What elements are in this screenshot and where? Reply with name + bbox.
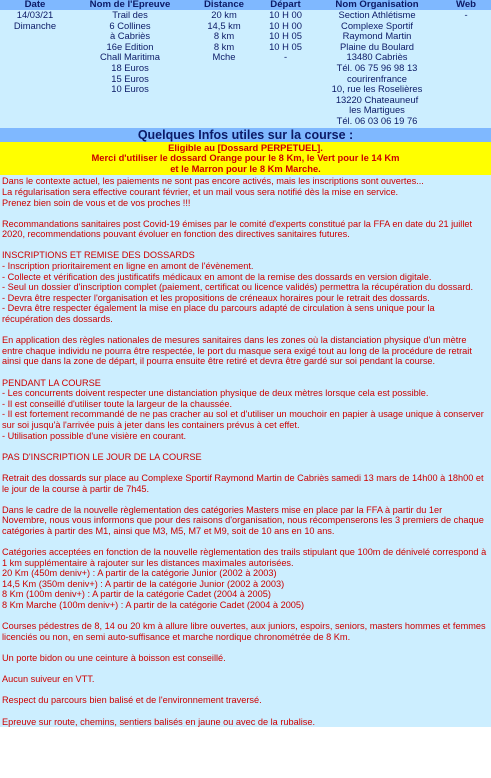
info-paragraph: Aucun suiveur en VTT. xyxy=(2,674,95,685)
eligible-banner xyxy=(0,142,491,176)
event-date: 14/03/21 Dimanche xyxy=(0,10,70,127)
info-paragraph: Catégories acceptées en fonction de la nouvelle règlementation des trails stipulant que 100m de dénivelé correspond à 1 km supplémentaire à rajouter sur les distances maximales autorisées. 20 Km (450m deniv+) : A partir de la catégorie Junior (2002 à 2003) 14,5 Km (350m deniv+) : A partir de la catégorie Junior (2002 à 2003) 8 Km (100m deniv+) : A partir de la catégorie Cadet (2004 à 2005) 8 Km Marche (100m deniv+) : A partir de la catégorie Cadet (2004 à 2005) xyxy=(2,547,487,611)
info-paragraph: En application des règles nationales de mesures sanitaires dans les zones où la distanciation physique d'un mètre entre chaque individu ne pourra être respectée, le port du masque sera exigé tout au long de la procédure de retrait ainsi que dans la zone de départ, il pourra ensuite être retiré et devra être gardé sur soi pendant la course. xyxy=(2,335,472,367)
info-paragraph: PENDANT LA COURSE - Les concurrents doivent respecter une distanciation physique de deux mètres lorsque cela est possible. - Il est conseillé d'utiliser toute la largeur de la chaussée. - Il est fortement recommandé de ne pas cracher au sol et d'utiliser un mouchoir en papier à usage unique à conserver sur soi jusqu'à l'arrivée puis à jeter dans les containers prévus à cet effet. - Utilisation possible d'une visière en courant. xyxy=(2,377,484,441)
infos-title: Quelques Infos utiles sur la course : xyxy=(0,128,491,142)
eligible-line: Eligible au [Dossard PERPETUEL]. xyxy=(168,141,323,153)
event-name: Trail des 6 Collines à Cabriès 16e Edition Chall Maritima 18 Euros 15 Euros 10 Euros xyxy=(70,10,190,127)
col-header-date: Date xyxy=(0,0,70,10)
course-info-text xyxy=(0,175,491,727)
col-header-name: Nom de l'Epreuve xyxy=(70,0,190,10)
info-paragraph: Recommandations sanitaires post Covid-19 émises par le comité d'experts constitué par la FFA en date du 21 juillet 2020, recommendations pouvant évoluer en fonction des directives sanitaires futures. xyxy=(2,218,473,240)
eligible-line: et le Marron pour le 8 Km Marche. xyxy=(170,162,321,174)
event-organisation: Section Athlétisme Complexe Sportif Raymond Martin Plaine du Boulard 13480 Cabriès Tél. 06 75 96 98 13 courirenfrance 10, rue les Roselières 13220 Chateauneuf les Martigues Tél. 06 03 06 19 76 xyxy=(313,10,441,127)
info-paragraph: Dans le cadre de la nouvelle règlementation des catégories Masters mise en place par la FFA à partir du 1er Novembre, nous vous informons que pour des raisons d'organisation, nous récompenserons les 3 premiers de chaque catégories à partir des M1, ainsi que M3, M5, M7 et M9, soit de 10 ans en 10 ans. xyxy=(2,504,484,536)
eligible-line: Merci d'utiliser le dossard Orange pour le 8 Km, le Vert pour le 14 Km xyxy=(91,152,400,164)
event-depart: 10 H 00 10 H 00 10 H 05 10 H 05 - xyxy=(258,10,313,127)
info-paragraph: Respect du parcours bien balisé et de l'environnement traversé. xyxy=(2,695,262,706)
col-header-organisation: Nom Organisation xyxy=(313,0,441,10)
col-header-web: Web xyxy=(441,0,491,10)
event-distance: 20 km 14,5 km 8 km 8 km Mche xyxy=(190,10,258,127)
info-paragraph: Dans le contexte actuel, les paiements ne sont pas encore activés, mais les inscriptions sont ouvertes... La régularisation sera effective courant février, et un mail vous sera notifié dès la mise en service. Prenez bien soin de vous et de vos proches !!! xyxy=(2,176,424,208)
table-row xyxy=(0,10,491,127)
table-header-row xyxy=(0,0,491,10)
col-header-distance: Distance xyxy=(190,0,258,10)
col-header-depart: Départ xyxy=(258,0,313,10)
info-paragraph: INSCRIPTIONS ET REMISE DES DOSSARDS - Inscription prioritairement en ligne en amont de l'évènement. - Collecte et vérification des justificatifs médicaux en amont de la remise des dossards en version digitale. - Seul un dossier d'inscription complet (paiement, certificat ou licence validés) permettra la récupération du dossard. - Devra être respecter l'organisation et les propositions de créneaux horaires pour le retrait des dossards. - Devra être respecter également la mise en place du parcours adapté de circulation à sens unique pour la récupération des dossards. xyxy=(2,250,474,325)
info-paragraph: PAS D'INSCRIPTION LE JOUR DE LA COURSE xyxy=(2,451,202,462)
info-paragraph: Courses pédestres de 8, 14 ou 20 km à allure libre ouvertes, aux juniors, espoirs, seniors, masters hommes et femmes licenciés ou non, en semi auto-suffisance et marche nordique chronométrée de 8 Km. xyxy=(2,621,486,642)
info-paragraph: Un porte bidon ou une ceinture à boisson est conseillé. xyxy=(2,653,226,664)
info-paragraph: Epreuve sur route, chemins, sentiers balisés en jaune ou avec de la rubalise. xyxy=(2,716,316,727)
event-table xyxy=(0,0,491,127)
info-paragraph: Retrait des dossards sur place au Complexe Sportif Raymond Martin de Cabriès samedi 13 mars de 14h00 à 18h00 et le jour de la course à partir de 7h45. xyxy=(2,472,484,494)
event-web: - xyxy=(441,10,491,127)
